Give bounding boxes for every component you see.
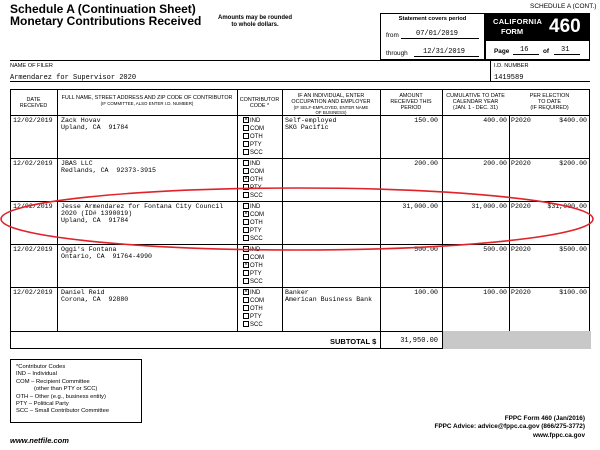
row-election: P2020 — [511, 246, 531, 253]
row-election: P2020 — [511, 289, 531, 296]
col-contributor-header-line2: (IF COMMITTEE, ALSO ENTER I.D. NUMBER) — [100, 101, 194, 107]
col-amount-header-line2: RECEIVED THIS — [390, 99, 432, 106]
col-occupation-header-line3: (IF SELF-EMPLOYED, ENTER NAME — [293, 105, 369, 111]
col-occupation-header-line1: IF AN INDIVIDUAL, ENTER — [297, 93, 365, 99]
col-election-header-line1: PER ELECTION — [529, 93, 570, 99]
row-occupation: Banker — [285, 289, 309, 296]
page-title: Schedule A (Continuation Sheet) — [10, 2, 196, 16]
col-amount-header-line1: AMOUNT — [399, 93, 423, 99]
subtotal-value: 31,950.00 — [400, 337, 438, 345]
row-election: P2020 — [511, 117, 531, 124]
legend-item: COM – Recipient Committee — [16, 378, 90, 385]
row-cumulative: 31,000.00 — [471, 203, 507, 210]
row-contributor-line2: 2020 (ID# 1390019) — [61, 210, 133, 217]
code-label: IND — [250, 247, 261, 253]
code-label: COM — [250, 255, 264, 261]
rounding-note-line2: to whole dollars. — [231, 22, 279, 28]
row-date: 12/02/2019 — [13, 160, 53, 167]
row-date: 12/02/2019 — [13, 117, 53, 124]
fppc-advice: FPPC Advice: advice@fppc.ca.gov (866/275-3772) — [434, 423, 585, 431]
col-occupation-header-line4: OF BUSINESS) — [315, 110, 347, 116]
page-total: 31 — [561, 46, 570, 54]
col-date-header-line1: DATE — [26, 97, 41, 103]
page-subtitle: Monetary Contributions Received — [10, 14, 202, 28]
code-label: OTH — [250, 177, 263, 183]
col-cumulative-header-line3: (JAN. 1 - DEC. 31) — [453, 105, 498, 112]
row-contributor-line1: JBAS LLC — [61, 160, 93, 167]
row-amount: 31,000.00 — [402, 203, 438, 210]
from-date: 07/01/2019 — [416, 30, 459, 38]
col-code-header-line1: CONTRIBUTOR — [239, 97, 280, 103]
col-occupation-header-line2: OCCUPATION AND EMPLOYER — [291, 99, 371, 106]
checkbox-ind[interactable]: × — [244, 117, 248, 124]
code-label: SCC — [250, 236, 263, 242]
code-label: OTH — [250, 306, 263, 312]
legend-item: OTH – Other (e.g., business entity) — [16, 393, 106, 400]
col-election-header-line2: TO DATE — [538, 99, 561, 106]
row-contributor-line2: Upland, CA 91784 — [61, 124, 129, 131]
row-per-election: $500.00 — [559, 246, 587, 253]
code-label: IND — [250, 118, 261, 124]
row-contributor-line2: Redlands, CA 92373-3915 — [61, 167, 156, 174]
code-label: IND — [250, 161, 261, 167]
row-contributor-line1: Zack Hovav — [61, 117, 101, 124]
row-cumulative: 400.00 — [483, 117, 507, 124]
highlight-ellipse — [1, 188, 593, 250]
row-election: P2020 — [511, 160, 531, 167]
code-label: OTH — [250, 134, 263, 140]
col-contributor-header-line1: FULL NAME, STREET ADDRESS AND ZIP CODE OF CONTRIBUTOR — [61, 95, 233, 101]
row-date: 12/02/2019 — [13, 203, 53, 210]
from-label: from — [386, 32, 399, 39]
code-label: SCC — [250, 279, 263, 285]
filer-name-label: NAME OF FILER — [10, 63, 53, 69]
checkbox-oth[interactable]: × — [244, 262, 248, 269]
row-amount: 500.00 — [414, 246, 438, 253]
code-label: COM — [250, 298, 264, 304]
row-per-election: $31,000.00 — [547, 203, 587, 210]
code-label: PTY — [250, 228, 262, 234]
code-label: SCC — [250, 322, 263, 328]
code-label: PTY — [250, 142, 262, 148]
through-label: through — [386, 50, 408, 57]
col-cumulative-header-line1: CUMULATIVE TO DATE — [446, 93, 505, 99]
row-amount: 100.00 — [414, 289, 438, 296]
col-date-header-line2: RECEIVED — [19, 103, 48, 110]
fppc-url: www.fppc.ca.gov — [533, 431, 585, 439]
row-contributor-line3: Upland, CA 91784 — [61, 217, 129, 224]
row-employer: American Business Bank — [285, 296, 373, 303]
subtotal-label: SUBTOTAL $ — [330, 337, 377, 346]
fppc-form-info: FPPC Form 460 (Jan/2016) — [504, 415, 585, 422]
code-label: SCC — [250, 193, 263, 199]
rounding-note-line1: Amounts may be rounded — [217, 15, 292, 21]
row-per-election: $200.00 — [559, 160, 587, 167]
legend-title: *Contributor Codes — [16, 364, 66, 370]
filer-id: 1419589 — [494, 74, 524, 82]
col-election-header-line3: (IF REQUIRED) — [530, 105, 569, 112]
through-date: 12/31/2019 — [423, 48, 466, 56]
code-label: IND — [250, 204, 261, 210]
row-occupation: Self-employed — [285, 117, 337, 124]
filer-id-label: I.D. NUMBER — [494, 63, 529, 69]
code-label: OTH — [250, 263, 263, 269]
col-code-header-line2: CODE * — [249, 103, 270, 110]
row-cumulative: 100.00 — [483, 289, 507, 296]
col-cumulative-header-line2: CALENDAR YEAR — [452, 99, 499, 106]
legend-item: (other than PTY or SCC) — [34, 386, 98, 393]
row-contributor-line2: Ontario, CA 91764-4990 — [61, 253, 153, 260]
row-per-election: $100.00 — [559, 289, 587, 296]
code-label: COM — [250, 212, 264, 218]
row-election: P2020 — [511, 203, 531, 210]
of-label: of — [543, 48, 550, 55]
row-date: 12/02/2019 — [13, 289, 53, 296]
row-amount: 150.00 — [414, 117, 438, 124]
legend-item: PTY – Political Party — [16, 401, 69, 408]
checkbox-com[interactable]: × — [244, 211, 248, 218]
code-label: PTY — [250, 185, 262, 191]
code-label: SCC — [250, 150, 263, 156]
california-label: CALIFORNIA — [493, 17, 543, 26]
page-label: Page — [494, 48, 510, 55]
row-employer: SKG Pacific — [285, 124, 329, 131]
period-label: Statement covers period — [398, 16, 467, 22]
row-contributor-line1: Oggi's Fontana — [61, 246, 117, 253]
row-amount: 200.00 — [414, 160, 438, 167]
row-contributor-line1: Daniel Reid — [61, 289, 105, 296]
code-label: IND — [250, 290, 261, 296]
filer-name: Armendarez for Supervisor 2020 — [10, 74, 137, 82]
row-per-election: $400.00 — [559, 117, 587, 124]
form-label: FORM — [501, 27, 524, 36]
row-cumulative: 500.00 — [483, 246, 507, 253]
code-label: PTY — [250, 271, 262, 277]
code-label: OTH — [250, 220, 263, 226]
code-label: PTY — [250, 314, 262, 320]
row-contributor-line2: Corona, CA 92880 — [61, 296, 129, 303]
row-date: 12/02/2019 — [13, 246, 53, 253]
schedule-cont-label: SCHEDULE A (CONT.) — [530, 3, 597, 10]
form-number: 460 — [549, 16, 581, 37]
checkbox-oth[interactable]: × — [244, 176, 248, 183]
row-cumulative: 200.00 — [483, 160, 507, 167]
checkbox-ind[interactable]: × — [244, 289, 248, 296]
row-contributor-line1: Jesse Armendarez for Fontana City Council — [61, 203, 224, 210]
legend-item: SCC – Small Contributor Committee — [16, 408, 110, 415]
col-amount-header-line3: PERIOD — [400, 105, 422, 112]
legend-item: IND – Individual — [16, 371, 57, 378]
code-label: COM — [250, 126, 264, 132]
netfile-url: www.netfile.com — [10, 436, 69, 445]
page-number: 16 — [520, 46, 529, 54]
code-label: COM — [250, 169, 264, 175]
